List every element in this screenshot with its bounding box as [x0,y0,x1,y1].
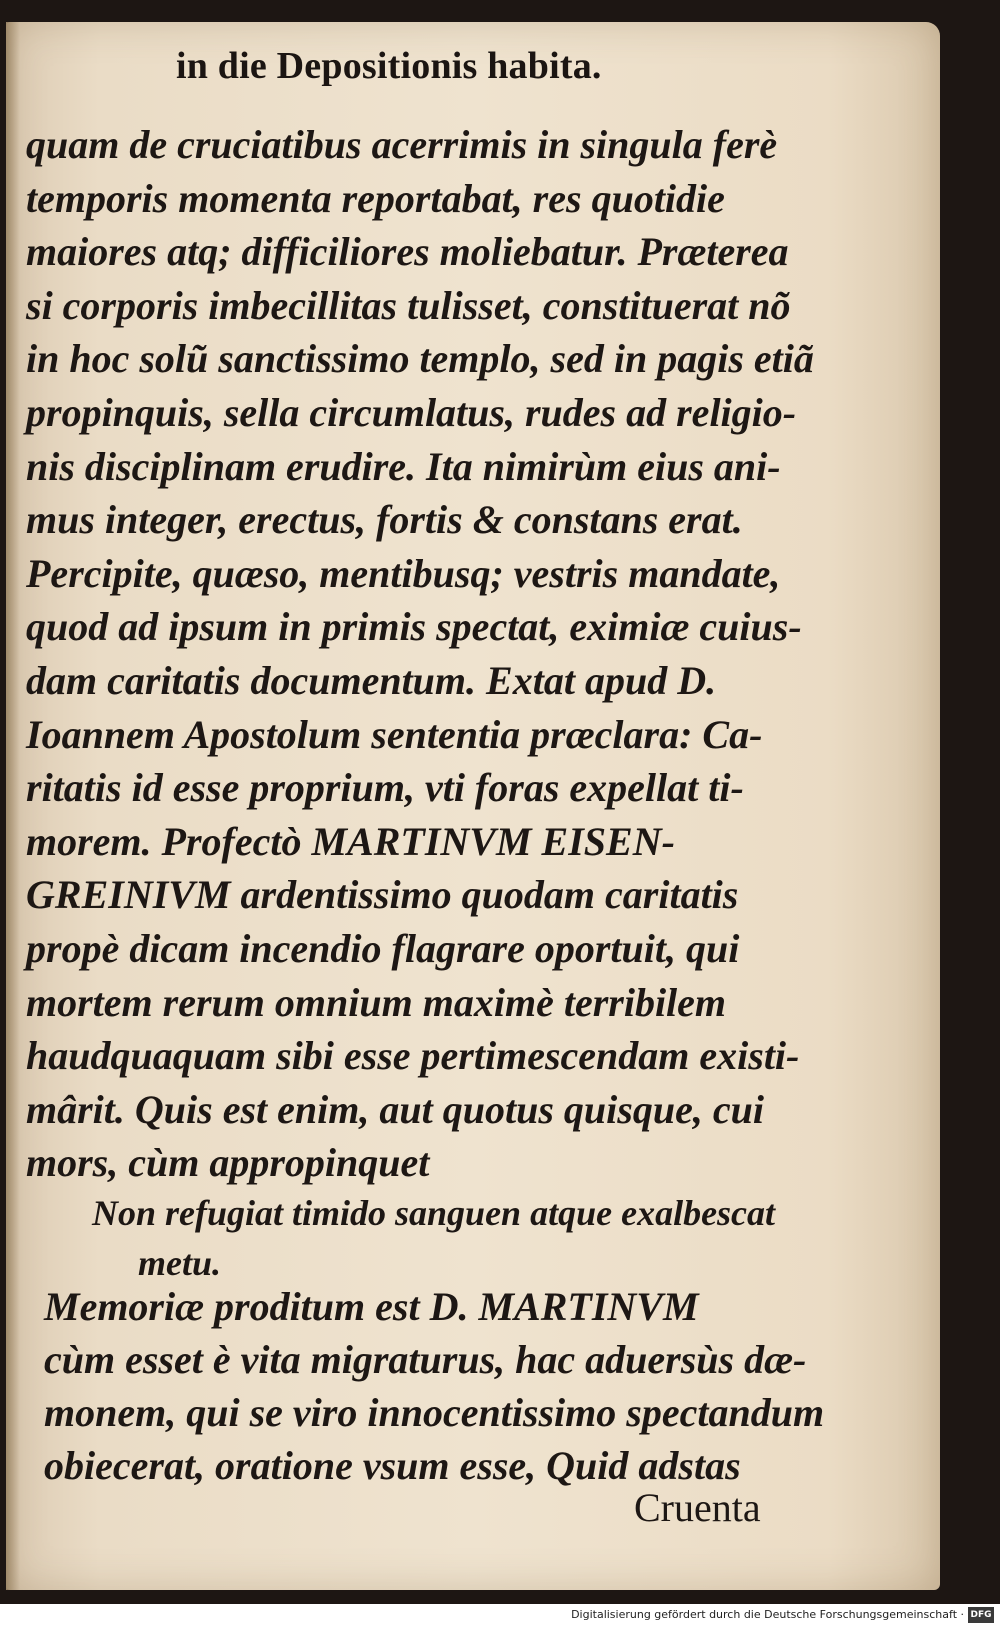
text-line: mors, cùm appropinquet [26,1140,430,1186]
quote-line: Non refugiat timido sanguen atque exalbescat [92,1193,776,1233]
main-text-block [26,118,814,1190]
text-line: Percipite, quæso, mentibusq; vestris mandate, [26,550,781,596]
dfg-logo-icon: DFG [968,1607,994,1623]
text-line: temporis momenta reportabat, res quotidie [26,175,725,221]
quote-line: metu. [138,1243,222,1283]
closing-paragraph [44,1280,824,1492]
text-line: in hoc solũ sanctissimo templo, sed in pagis etiã [26,336,814,382]
text-line: quam de cruciatibus acerrimis in singula ferè [26,122,778,167]
text-line: nis disciplinam erudire. Ita nimirùm eius ani- [26,443,781,489]
text-line: maiores atq; difficiliores moliebatur. Præterea [26,229,789,275]
text-line: Memoriæ proditum est D. MARTINVM [44,1284,699,1329]
text-line: GREINIVM ardentissimo quodam caritatis [26,872,739,918]
text-line: propè dicam incendio flagrare oportuit, qui [26,925,740,971]
catchword: Cruenta [634,1485,761,1530]
text-line: morem. Profectò MARTINVM EISEN- [26,818,675,864]
text-line: haudquaquam sibi esse pertimescendam existi- [26,1033,800,1079]
running-head: in die Depositionis habita. [176,45,602,87]
page-gutter-shadow [6,22,20,1590]
text-line: quod ad ipsum in primis spectat, eximiæ cuius- [26,604,802,650]
text-line: si corporis imbecillitas tulisset, constituerat nõ [26,282,791,328]
text-line: Ioannem Apostolum sententia præclara: Ca- [26,711,763,757]
text-line: mârit. Quis est enim, aut quotus quisque, cui [26,1086,764,1132]
digitization-footer [0,1604,1000,1627]
text-line: mortem rerum omnium maximè terribilem [26,979,727,1025]
book-page [6,22,940,1590]
text-line: propinquis, sella circumlatus, rudes ad religio- [26,389,797,435]
text-line: monem, qui se viro innocentissimo spectandum [44,1390,825,1435]
text-line: mus integer, erectus, fortis & constans erat. [26,497,743,543]
text-line: cùm esset è vita migraturus, hac aduersùs dæ- [44,1337,807,1382]
funding-credit: Digitalisierung gefördert durch die Deutsche Forschungsgemeinschaft · [571,1608,964,1621]
text-line: obiecerat, oratione vsum esse, Quid adstas [44,1443,741,1488]
verse-quotation [92,1188,775,1288]
text-line: dam caritatis documentum. Extat apud D. [26,657,717,703]
text-line: ritatis id esse proprium, vti foras expellat ti- [26,765,744,811]
